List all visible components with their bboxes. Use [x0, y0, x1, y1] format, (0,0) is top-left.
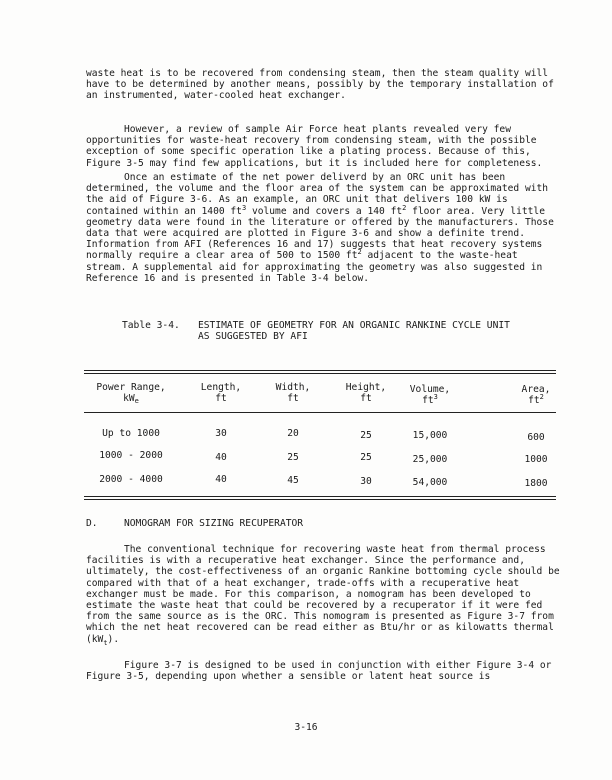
cell-length: 30 [215, 428, 227, 439]
cell-height: 25 [360, 452, 372, 463]
header-unit-sup: 3 [433, 393, 438, 402]
cell-height: 30 [360, 476, 372, 487]
cell-area: 600 [527, 432, 545, 443]
table-bottom-rule [84, 496, 556, 500]
paragraph-recuperator [86, 544, 562, 645]
header-label: Area, [521, 384, 551, 395]
superscript: 3 [241, 203, 247, 212]
header-label: Height, [345, 382, 387, 393]
table-title-line1: ESTIMATE OF GEOMETRY FOR AN ORGANIC RANKINE CYCLE UNIT [198, 320, 510, 331]
header-unit-sup: 2 [539, 393, 544, 402]
section-title: NOMOGRAM FOR SIZING RECUPERATOR [124, 518, 304, 529]
table-title-line2: AS SUGGESTED BY AFI [198, 331, 308, 343]
paragraph-steam-quality: waste heat is to be recovered from condensing steam, then the steam quality will have to be determined by another means, possibly by the temporary installation of an instrumented, water-cooled heat exchanger. [86, 68, 554, 102]
header-width [268, 382, 318, 404]
text-segment: Once an estimate of the net power deliverd by an ORC unit has been determined, the volume and the floor area of the system can be approximated with the aid of Figure 3-6. As an example, an ORC unit that delivers 100 kW is contained within an 1400 ft [86, 172, 549, 217]
cell-power-range: 2000 - 4000 [99, 474, 163, 485]
header-label: Length, [200, 382, 242, 393]
header-area [508, 384, 564, 406]
superscript: 2 [357, 248, 362, 257]
cell-length: 40 [215, 474, 227, 485]
text-segment: floor area. Very little geometry data were found in the literature or offered by the manufacturers. Those data that were acquired are plotted in Figure 3-6 and show a definite trend. Information from AFI (References 16 and 17) suggests that heat recovery systems normally require a clear area of 500 to 1500 ft [86, 205, 554, 262]
superscript: 2 [402, 203, 407, 212]
header-unit: ft [528, 395, 540, 407]
cell-height: 25 [360, 430, 372, 441]
cell-area: 1800 [524, 478, 548, 489]
header-unit: ft [287, 393, 299, 405]
header-label: Power Range, [96, 382, 166, 393]
header-volume [400, 384, 460, 406]
cell-volume: 54,000 [412, 477, 448, 488]
subscript: t [103, 638, 108, 647]
cell-power-range: Up to 1000 [102, 428, 160, 439]
table-title [198, 320, 548, 342]
paragraph-orc-geometry [86, 172, 562, 284]
cell-power-range: 1000 - 2000 [99, 450, 163, 461]
cell-width: 20 [287, 428, 299, 439]
header-label: Volume, [409, 384, 451, 395]
text-segment: adjacent to the waste-heat stream. A supplemental aid for approximating the geometry was also suggested in Reference 16 and is presented in Table 3-4 below. [86, 250, 543, 284]
text-segment: The conventional technique for recovering waste heat from thermal process facilities is with a recuperative heat exchanger. Since the performance and, ultimately, the cost-effectiveness of an organic Rankine bottoming cycle should be compared with that of a heat exchanger, trade-offs with a recuperative heat exchanger must be made. For this comparison, a nomogram has been developed to estimate the waste heat that could be recovered by a recuperator if it were fed from the same source as is the ORC. This nomogram is presented as Figure 3-7 from which the net heat recovered can be read either as Btu/hr or as kilowatts thermal (kW [86, 544, 560, 645]
header-unit: ft [215, 393, 227, 405]
paragraph-air-force-review: However, a review of sample Air Force heat plants revealed very few opportunities for waste-heat recovery from condensing steam, with the possible exception of some specific operation like a plating process. Because of this, Figure 3-5 may find few applications, but it is included here for completeness. [86, 124, 543, 169]
header-unit: ft [422, 395, 434, 407]
text-segment: ). [107, 633, 120, 645]
paragraph-figure-usage: Figure 3-7 is designed to be used in conjunction with either Figure 3-4 or Figure 3-5, depending upon whether a sensible or latent heat source is [86, 660, 552, 683]
page-number: 3-16 [294, 722, 318, 733]
cell-area: 1000 [524, 454, 548, 465]
cell-volume: 15,000 [412, 430, 448, 441]
header-length [196, 382, 246, 404]
cell-width: 25 [287, 452, 299, 463]
cell-volume: 25,000 [412, 454, 448, 465]
header-unit: ft [360, 393, 372, 405]
cell-width: 45 [287, 475, 299, 486]
table-number: Table 3-4. [122, 320, 180, 331]
header-unit-sub: e [134, 397, 139, 406]
section-letter: D. [86, 518, 98, 529]
header-label: Width, [275, 382, 311, 393]
header-power-range [86, 382, 176, 407]
header-unit: kW [123, 393, 135, 405]
table-header-rule [84, 412, 556, 413]
cell-length: 40 [215, 452, 227, 463]
text-segment: volume and covers a 140 ft [246, 205, 403, 217]
table-top-rule [84, 370, 556, 374]
header-height [336, 382, 396, 404]
